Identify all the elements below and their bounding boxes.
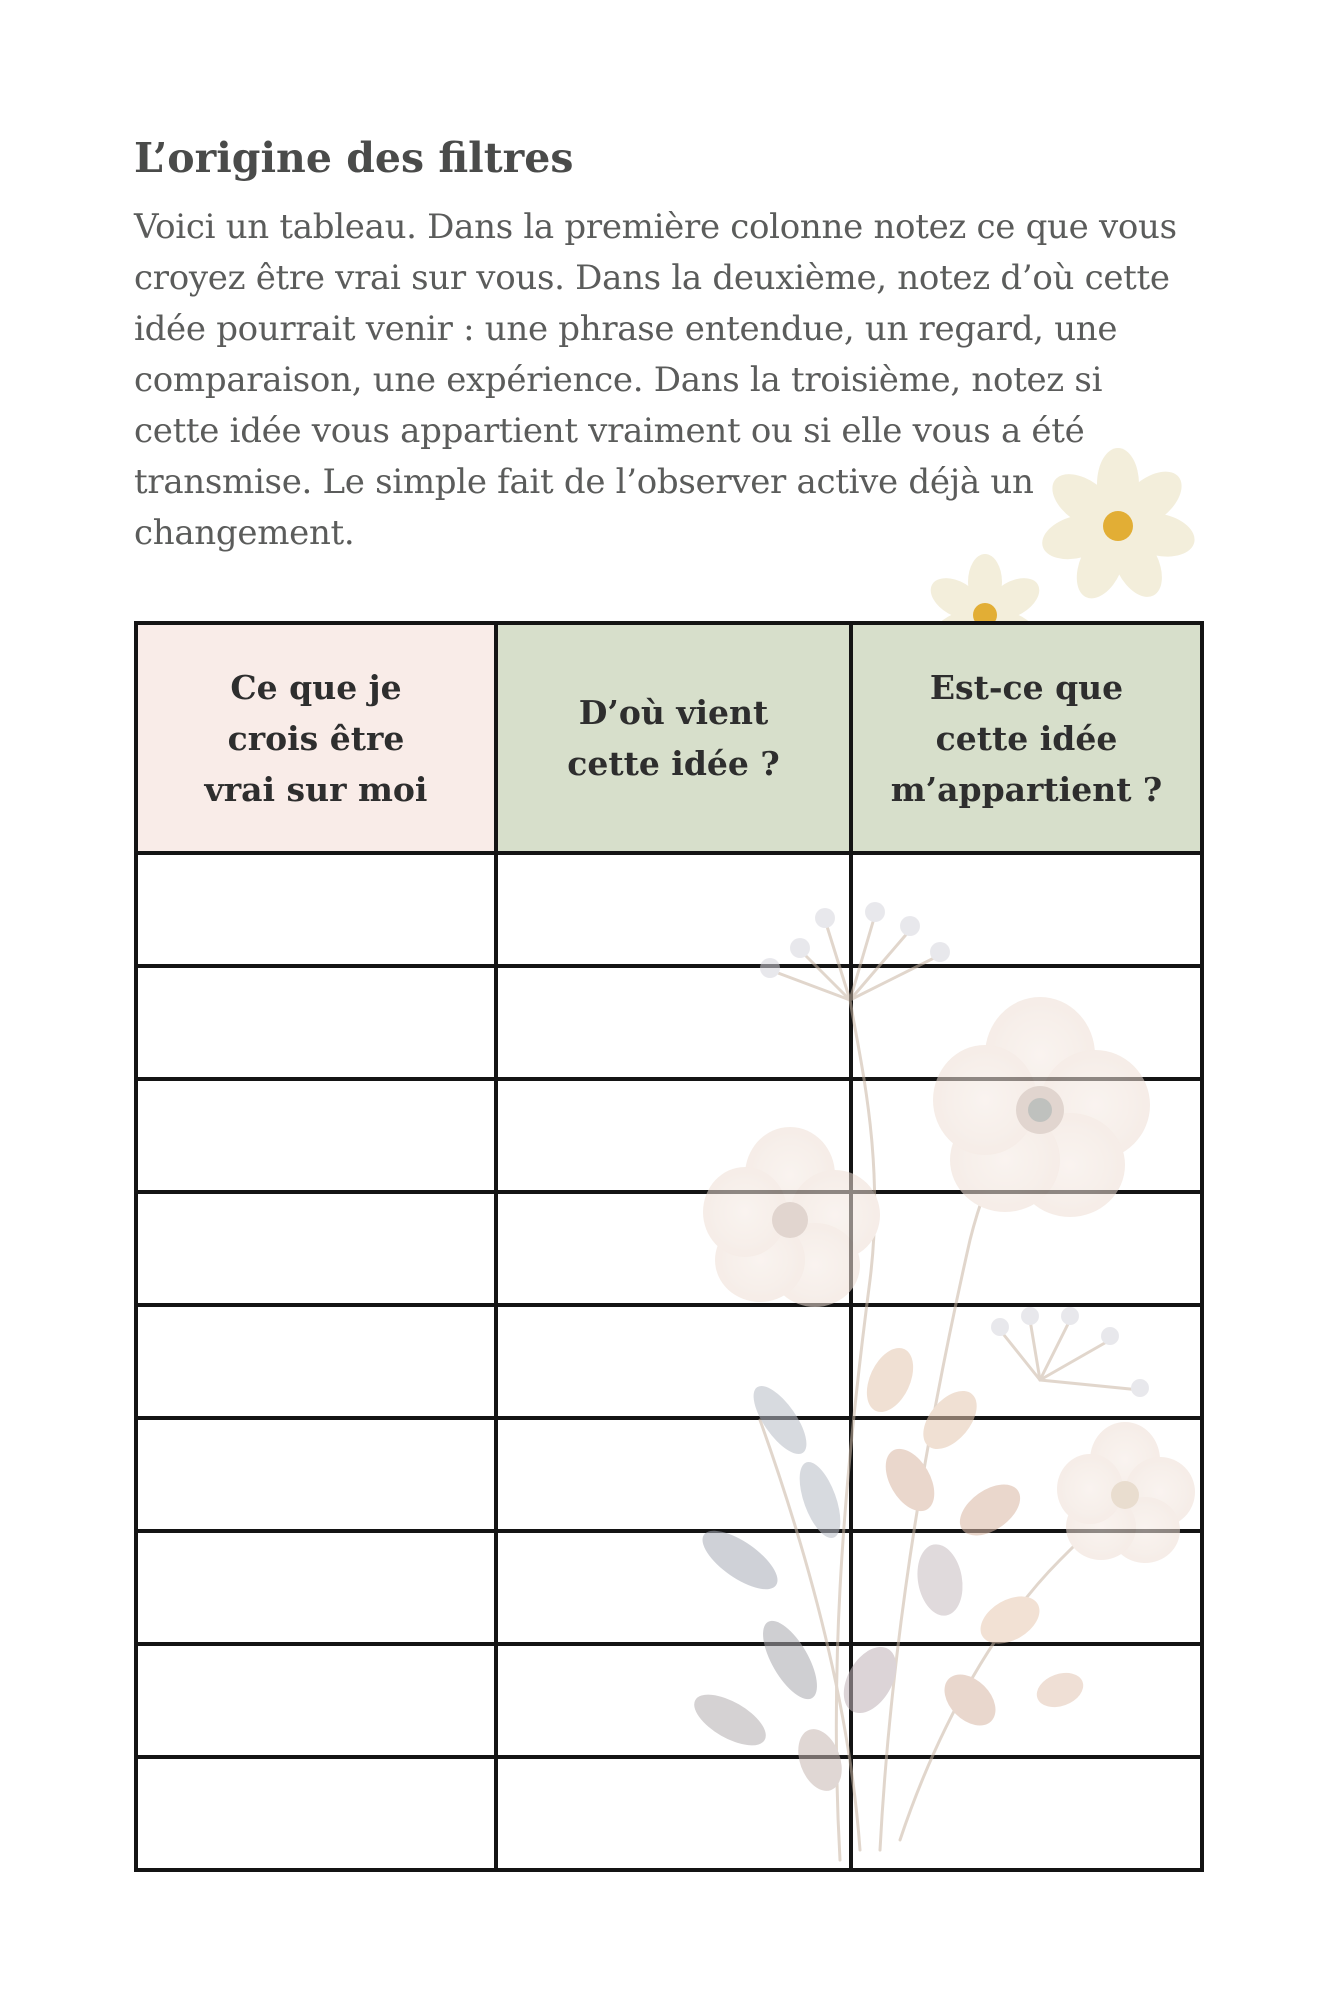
table-cell bbox=[851, 966, 1202, 1079]
table-cell bbox=[496, 1305, 851, 1418]
table-cell bbox=[136, 1757, 496, 1870]
table-cell bbox=[496, 1418, 851, 1531]
intro-line: comparaison, une expérience. Dans la troisième, notez si bbox=[134, 360, 1103, 400]
table-cell bbox=[496, 1644, 851, 1757]
table-cell bbox=[851, 1644, 1202, 1757]
table-header-row bbox=[136, 623, 1202, 853]
table-cell bbox=[136, 1418, 496, 1531]
table-cell bbox=[496, 1531, 851, 1644]
table-row bbox=[136, 1757, 1202, 1870]
intro-line: cette idée vous appartient vraiment ou si elle vous a été bbox=[134, 411, 1085, 451]
table-cell bbox=[496, 853, 851, 966]
table-body bbox=[136, 853, 1202, 1870]
intro-line: changement. bbox=[134, 513, 355, 553]
table-row bbox=[136, 1192, 1202, 1305]
table-cell bbox=[136, 1079, 496, 1192]
column-header-origin: D’où vient cette idée ? bbox=[496, 623, 851, 853]
table-row bbox=[136, 1305, 1202, 1418]
table-cell bbox=[496, 1079, 851, 1192]
table-row bbox=[136, 1531, 1202, 1644]
table-cell bbox=[496, 1192, 851, 1305]
table-row bbox=[136, 853, 1202, 966]
column-header-beliefs: Ce que je crois être vrai sur moi bbox=[136, 623, 496, 853]
table-row bbox=[136, 1079, 1202, 1192]
reflection-table bbox=[134, 621, 1204, 1872]
intro-line: transmise. Le simple fait de l’observer active déjà un bbox=[134, 462, 1034, 502]
table-cell bbox=[496, 1757, 851, 1870]
intro-line: idée pourrait venir : une phrase entendue, un regard, une bbox=[134, 309, 1118, 349]
table-cell bbox=[851, 853, 1202, 966]
intro-line: Voici un tableau. Dans la première colonne notez ce que vous bbox=[134, 207, 1177, 247]
column-header-ownership: Est-ce que cette idée m’appartient ? bbox=[851, 623, 1202, 853]
table-cell bbox=[136, 1531, 496, 1644]
table-cell bbox=[496, 966, 851, 1079]
page-title: L’origine des filtres bbox=[134, 134, 574, 182]
table-cell bbox=[136, 1192, 496, 1305]
table-cell bbox=[851, 1079, 1202, 1192]
table-row bbox=[136, 1418, 1202, 1531]
table-cell bbox=[851, 1192, 1202, 1305]
table-cell bbox=[136, 853, 496, 966]
table-cell bbox=[136, 966, 496, 1079]
table-cell bbox=[851, 1418, 1202, 1531]
table-cell bbox=[851, 1757, 1202, 1870]
table-cell bbox=[851, 1531, 1202, 1644]
table-row bbox=[136, 1644, 1202, 1757]
table-row bbox=[136, 966, 1202, 1079]
daisy-flower-icon bbox=[1036, 444, 1200, 608]
table-cell bbox=[136, 1644, 496, 1757]
reflection-table-container bbox=[134, 621, 1200, 1867]
table-cell bbox=[851, 1305, 1202, 1418]
intro-line: croyez être vrai sur vous. Dans la deuxième, notez d’où cette bbox=[134, 258, 1170, 298]
table-cell bbox=[136, 1305, 496, 1418]
